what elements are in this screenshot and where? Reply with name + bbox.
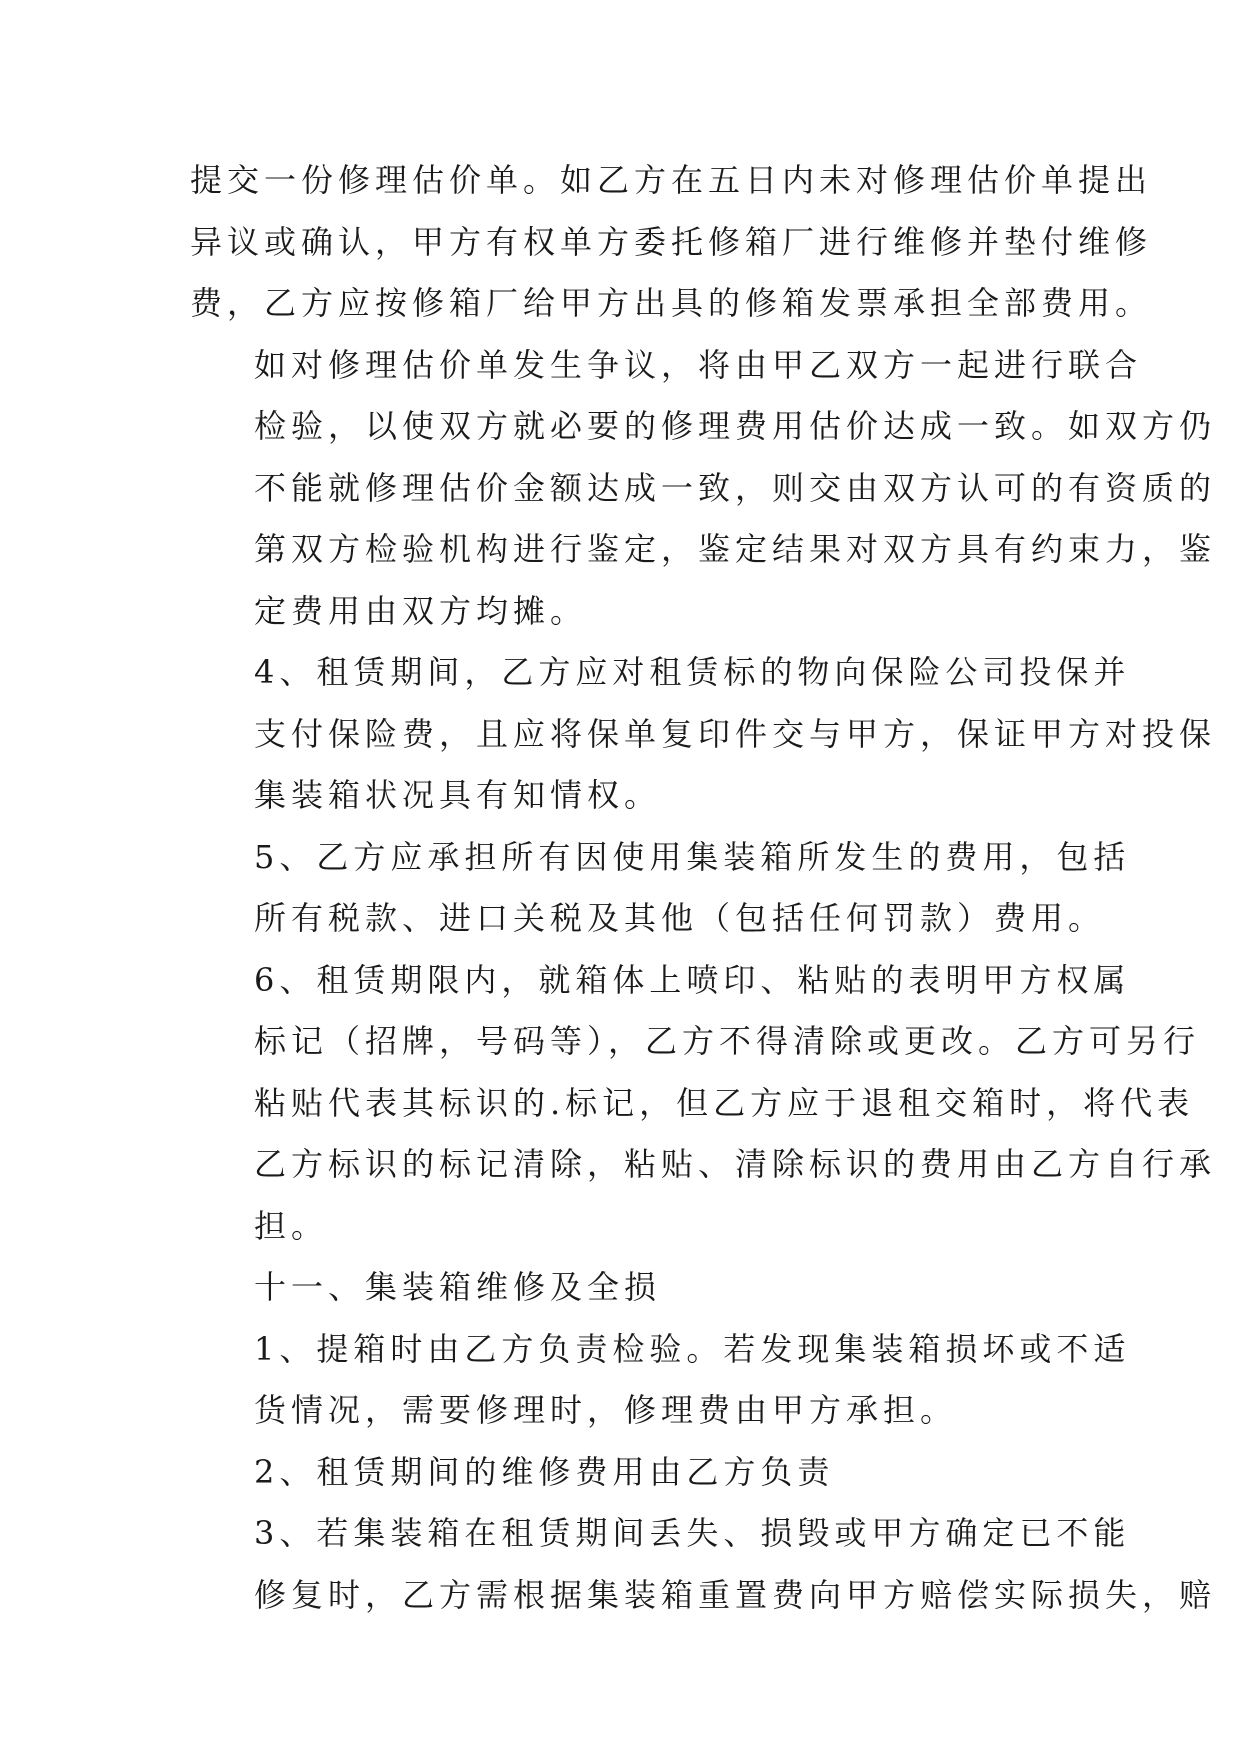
paragraph bbox=[190, 827, 1131, 950]
text-line: 不能就修理估价金额达成一致，则交由双方认可的有资质的 bbox=[254, 468, 1217, 507]
text-line: 如对修理估价单发生争议，将由甲乙双方一起进行联合 bbox=[254, 345, 1143, 384]
text-line: 第双方检验机构进行鉴定，鉴定结果对双方具有约束力，鉴 bbox=[254, 530, 1217, 568]
text-line: 定费用由双方均摊。 bbox=[254, 591, 588, 630]
document-body bbox=[190, 150, 1217, 1626]
text-line: 支付保险费，且应将保单复印件交与甲方，保证甲方对投保 bbox=[254, 714, 1217, 753]
text-line: 货情况，需要修理时，修理费由甲方承担。 bbox=[254, 1391, 958, 1429]
text-line: 2、租赁期间的维修费用由乙方负责 bbox=[254, 1452, 835, 1491]
paragraph bbox=[190, 1503, 1217, 1626]
paragraph bbox=[190, 642, 1217, 827]
text-line: 粘贴代表其标识的.标记，但乙方应于退租交箱时，将代表 bbox=[254, 1083, 1195, 1122]
paragraph bbox=[190, 335, 1217, 643]
text-line: 6、租赁期限内，就箱体上喷印、粘贴的表明甲方权属 bbox=[254, 960, 1131, 999]
text-line: 5、乙方应承担所有因使用集装箱所发生的费用，包括 bbox=[254, 837, 1131, 876]
text-line: 异议或确认，甲方有权单方委托修箱厂进行维修并垫付维修 bbox=[190, 222, 1153, 261]
text-line: 1、提箱时由乙方负责检验。若发现集装箱损坏或不适 bbox=[254, 1329, 1131, 1368]
text-line: 标记（招牌，号码等），乙方不得清除或更改。乙方可另行 bbox=[254, 1022, 1201, 1060]
text-line: 提交一份修理估价单。如乙方在五日内未对修理估价单提出 bbox=[190, 161, 1153, 199]
paragraph bbox=[190, 950, 1217, 1258]
paragraph bbox=[190, 1319, 1131, 1442]
text-line: 费，乙方应按修箱厂给甲方出具的修箱发票承担全部费用。 bbox=[190, 284, 1153, 322]
text-line: 修复时，乙方需根据集装箱重置费向甲方赔偿实际损失，赔 bbox=[254, 1575, 1217, 1614]
text-line: 担。 bbox=[254, 1206, 329, 1245]
text-line: 检验，以使双方就必要的修理费用估价达成一致。如双方仍 bbox=[254, 407, 1217, 445]
text-line: 所有税款、进口关税及其他（包括任何罚款）费用。 bbox=[254, 899, 1106, 937]
text-line: 乙方标识的标记清除，粘贴、清除标识的费用由乙方自行承 bbox=[254, 1145, 1217, 1183]
paragraph bbox=[190, 150, 1153, 335]
text-line: 3、若集装箱在租赁期间丢失、损毁或甲方确定已不能 bbox=[254, 1514, 1131, 1552]
paragraph bbox=[190, 1442, 1055, 1504]
paragraph bbox=[190, 1257, 1055, 1319]
text-line: 十一、集装箱维修及全损 bbox=[254, 1268, 662, 1306]
text-line: 4、租赁期间，乙方应对租赁标的物向保险公司投保并 bbox=[254, 653, 1131, 691]
text-line: 集装箱状况具有知情权。 bbox=[254, 776, 662, 814]
